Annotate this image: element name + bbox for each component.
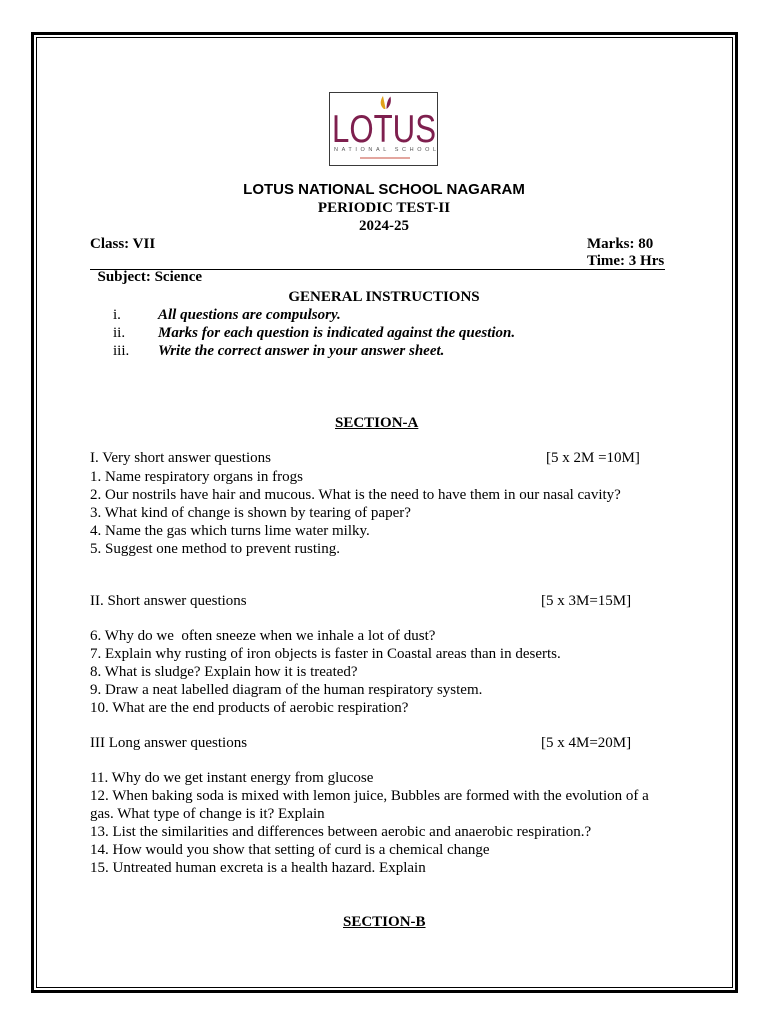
question-4: 4. Name the gas which turns lime water milky. — [90, 523, 370, 539]
test-title: PERIODIC TEST-II — [317, 200, 451, 216]
question-14: 14. How would you show that setting of curd is a chemical change — [90, 842, 490, 858]
section-a-title: SECTION-A — [335, 415, 419, 431]
instructions-title: GENERAL INSTRUCTIONS — [288, 289, 480, 305]
school-logo — [329, 92, 438, 166]
part-1-questions — [90, 468, 665, 558]
part-3-questions — [90, 769, 665, 877]
academic-year: 2024-25 — [359, 218, 409, 234]
question-12: 12. When baking soda is mixed with lemon juice, Bubbles are formed with the evolution of a gas. What type of change is it? Explain — [90, 788, 653, 822]
question-7: 7. Explain why rusting of iron objects is faster in Coastal areas than in deserts. — [90, 646, 561, 662]
part-2-marks: [5 x 3M=15M] — [541, 593, 632, 609]
class-label: Class: VII — [90, 236, 156, 252]
question-11: 11. Why do we get instant energy from glucose — [90, 770, 374, 786]
instruction-text: Marks for each question is indicated against the question. — [158, 325, 516, 341]
question-6: 6. Why do we often sneeze when we inhale a lot of dust? — [90, 628, 436, 644]
logo-wordmark: LOTUS — [332, 108, 436, 151]
question-8: 8. What is sludge? Explain how it is treated? — [90, 664, 358, 680]
part-3-marks: [5 x 4M=20M] — [541, 735, 632, 751]
question-13: 13. List the similarities and differences between aerobic and anaerobic respiration.? — [90, 824, 592, 840]
section-b-title: SECTION-B — [343, 914, 426, 930]
part-3-heading: III Long answer questions — [90, 735, 248, 751]
instruction-number: ii. — [113, 325, 126, 341]
question-3: 3. What kind of change is shown by tearing of paper? — [90, 505, 411, 521]
question-15: 15. Untreated human excreta is a health hazard. Explain — [90, 860, 426, 876]
logo-graphic — [330, 93, 437, 165]
part-2-heading: II. Short answer questions — [90, 593, 247, 609]
instruction-text: Write the correct answer in your answer sheet. — [158, 343, 445, 359]
time-label: Time: 3 Hrs — [587, 253, 665, 269]
subject-time-row — [90, 253, 665, 285]
subject-label: Subject: Science — [97, 269, 203, 285]
max-marks: Marks: 80 — [587, 236, 654, 252]
instruction-text: All questions are compulsory. — [158, 307, 341, 323]
logo-subtitle: NATIONAL SCHOOL — [334, 147, 436, 153]
logo-tagline-mark — [360, 157, 410, 159]
question-5: 5. Suggest one method to prevent rusting. — [90, 541, 340, 557]
school-name: LOTUS NATIONAL SCHOOL NAGARAM — [243, 181, 525, 198]
instruction-number: i. — [113, 307, 121, 323]
question-9: 9. Draw a neat labelled diagram of the human respiratory system. — [90, 682, 483, 698]
question-2: 2. Our nostrils have hair and mucous. What is the need to have them in our nasal cavity? — [90, 487, 621, 503]
question-1: 1. Name respiratory organs in frogs — [90, 469, 304, 485]
part-1-heading: I. Very short answer questions — [90, 450, 271, 466]
part-2-questions — [90, 627, 665, 717]
instruction-number: iii. — [113, 343, 130, 359]
part-1-marks: [5 x 2M =10M] — [546, 450, 640, 466]
question-10: 10. What are the end products of aerobic respiration? — [90, 700, 409, 716]
